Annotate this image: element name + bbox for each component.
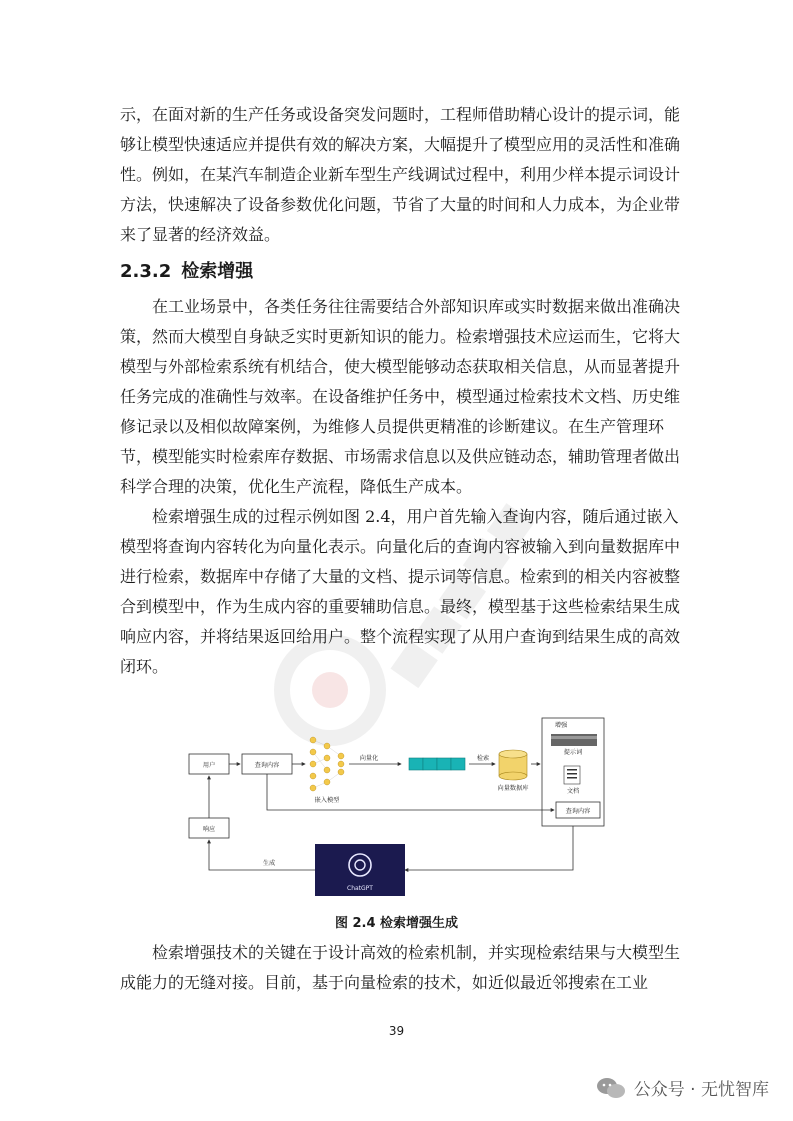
query2-label: 查询内容 bbox=[565, 808, 591, 815]
paragraph-bottom bbox=[120, 938, 680, 998]
llm-panel bbox=[315, 844, 405, 896]
footer-watermark-text: 公众号 · 无忧智库 bbox=[633, 1080, 769, 1100]
page-number: 39 bbox=[388, 1024, 405, 1038]
section-body bbox=[120, 292, 680, 682]
body-paragraph: 示，在面对新的生产任务或设备突发问题时，工程师借助精心设计的提示词，能够让模型快速适应并提供有效的解决方案，大幅提升了模型应用的灵活性和准确性。例如，在某汽车制造企业新车型生产线调试过程中，利用少样本提示词设计方法，快速解决了设备参数优化问题，节省了大量的时间和人力成本，为企业带来了显著的经济效益。 bbox=[120, 105, 681, 244]
vector-strip bbox=[409, 758, 465, 770]
user-label: 用户 bbox=[202, 762, 216, 769]
paragraph-continued bbox=[120, 100, 680, 250]
section-heading bbox=[120, 258, 253, 286]
body-paragraph: 在工业场景中，各类任务往往需要结合外部知识库或实时数据来做出准确决策，然而大模型自身缺乏实时更新知识的能力。检索增强技术应运而生，它将大模型与外部检索系统有机结合，使大模型能够动态获取相关信息，从而显著提升任务完成的准确性与效率。在设备维护任务中，模型通过检索技术文档、历史维修记录以及相似故障案例，为维修人员提供更精准的诊断建议。在生产管理环节，模型能实时检索库存数据、市场需求信息以及供应链动态，辅助管理者做出科学合理的决策，优化生产流程，降低生产成本。 bbox=[120, 297, 681, 496]
prompt-icon bbox=[551, 734, 597, 746]
prompt-label: 提示词 bbox=[563, 749, 583, 756]
database-icon bbox=[499, 750, 527, 780]
document-icon bbox=[564, 766, 580, 784]
llm-label: ChatGPT bbox=[347, 885, 373, 892]
document-label: 文档 bbox=[566, 788, 580, 795]
response-label: 响应 bbox=[202, 826, 216, 833]
augment-label: 增强 bbox=[554, 722, 568, 729]
rag-diagram bbox=[187, 716, 607, 906]
body-paragraph: 检索增强技术的关键在于设计高效的检索机制，并实现检索结果与大模型生成能力的无缝对接。目前，基于向量检索的技术，如近似最近邻搜索在工业 bbox=[120, 943, 681, 992]
generate-label: 生成 bbox=[262, 860, 276, 867]
query-label: 查询内容 bbox=[254, 762, 280, 769]
section-number: 2.3.2 bbox=[120, 261, 172, 282]
embed-model-label: 嵌入模型 bbox=[314, 797, 340, 804]
footer-watermark bbox=[596, 1075, 769, 1100]
section-title: 检索增强 bbox=[181, 261, 254, 282]
retrieve-label: 检索 bbox=[476, 755, 490, 762]
wechat-icon bbox=[596, 1076, 626, 1100]
figure-caption: 图 2.4 检索增强生成 bbox=[334, 916, 459, 931]
embed-model-icon bbox=[310, 737, 344, 791]
vectorize-label: 向量化 bbox=[359, 755, 379, 762]
vector-db-label: 向量数据库 bbox=[497, 785, 529, 792]
body-paragraph: 检索增强生成的过程示例如图 2.4，用户首先输入查询内容，随后通过嵌入模型将查询内容转化为向量化表示。向量化后的查询内容被输入到向量数据库中进行检索，数据库中存储了大量的文档、提示词等信息。检索到的相关内容被整合到模型中，作为生成内容的重要辅助信息。最终，模型基于这些检索结果生成响应内容，并将结果返回给用户。整个流程实现了从用户查询到结果生成的高效闭环。 bbox=[120, 507, 681, 676]
